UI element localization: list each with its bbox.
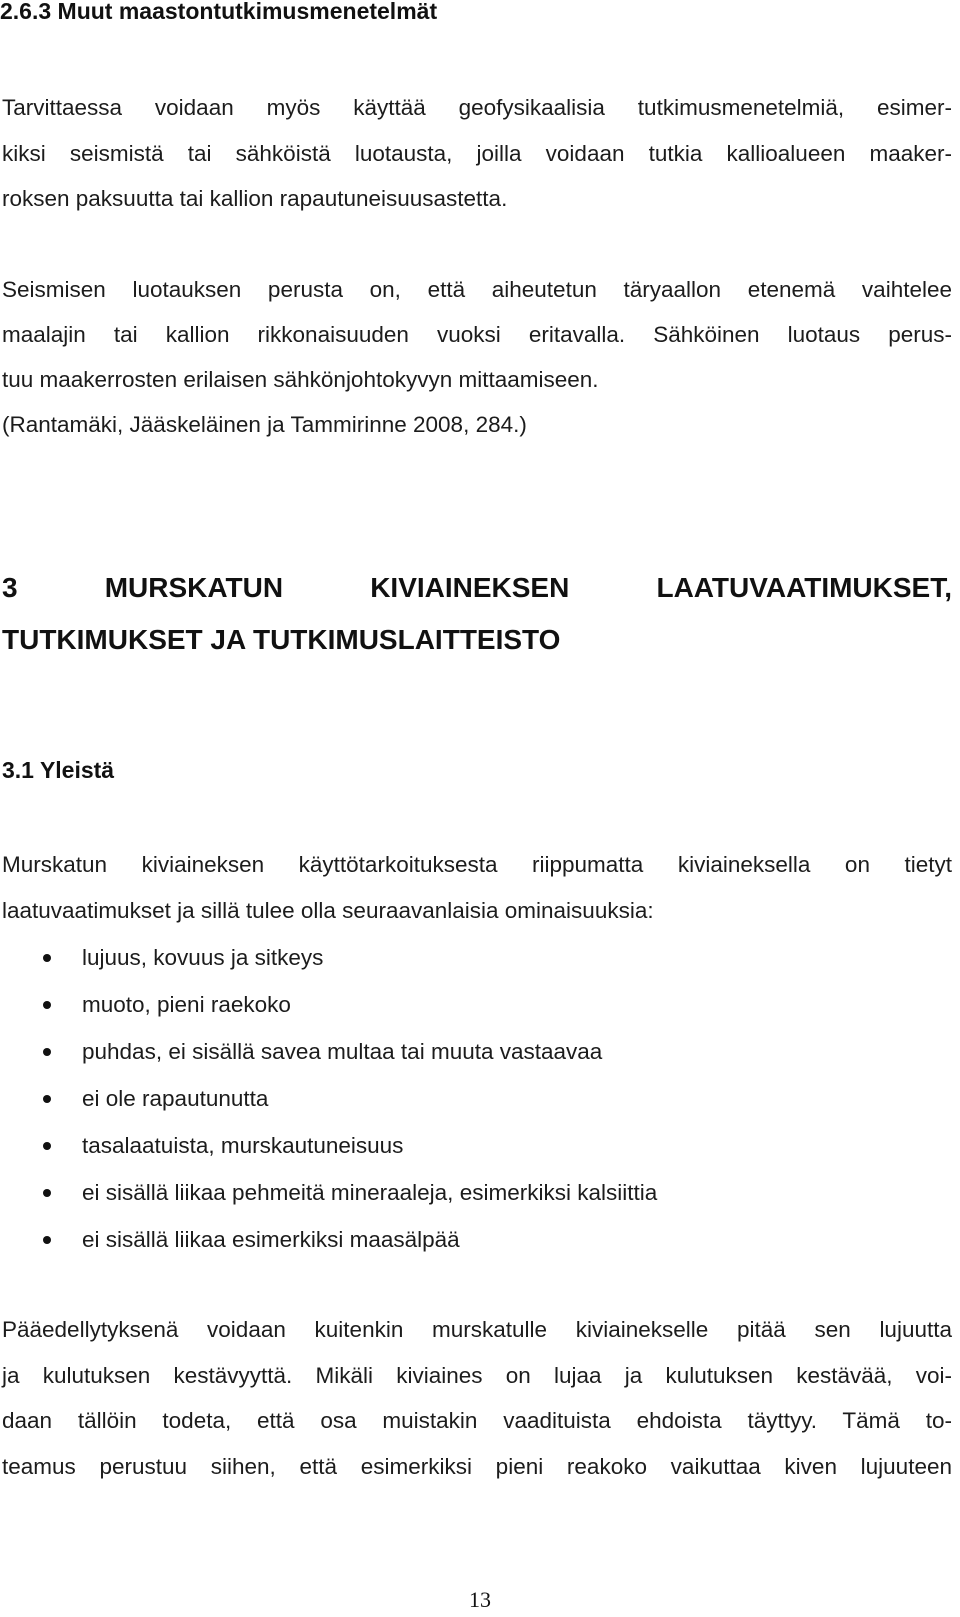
page-number: 13 — [469, 1587, 491, 1612]
citation-line: (Rantamäki, Jääskeläinen ja Tammirinne 2008, 284.) — [2, 412, 527, 437]
paragraph-line: laatuvaatimukset ja sillä tulee olla seuraavanlaisia ominaisuuksia: — [2, 898, 654, 923]
bullet-icon — [43, 1189, 51, 1197]
list-item — [0, 1084, 900, 1114]
bullet-icon — [43, 1048, 51, 1056]
bullet-icon — [43, 954, 51, 962]
section-heading-3-1: 3.1 Yleistä — [2, 757, 115, 783]
list-item — [0, 943, 900, 973]
list-item-text: ei sisällä liikaa esimerkiksi maasälpää — [82, 1227, 460, 1252]
list-item-text: puhdas, ei sisällä savea multaa tai muuta vastaavaa — [82, 1039, 603, 1064]
list-item — [0, 1225, 900, 1255]
bullet-icon — [43, 1142, 51, 1150]
list-item — [0, 1131, 900, 1161]
list-item — [0, 990, 900, 1020]
list-item — [0, 1178, 900, 1208]
list-item-text: lujuus, kovuus ja sitkeys — [82, 945, 324, 970]
paragraph-line: daan tällöin todeta, että osa muistakin vaadituista ehdoista täyttyy. Tämä to- — [2, 1408, 952, 1433]
bullet-icon — [43, 1236, 51, 1244]
list-item-text: muoto, pieni raekoko — [82, 992, 291, 1017]
paragraph-line: Pääedellytyksenä voidaan kuitenkin murskatulle kiviainekselle pitää sen lujuutta — [2, 1317, 952, 1342]
paragraph-line: Murskatun kiviaineksen käyttötarkoituksesta riippumatta kiviaineksella on tietyt — [2, 852, 952, 877]
paragraph-line: teamus perustuu siihen, että esimerkiksi pieni reakoko vaikuttaa kiven lujuuteen — [2, 1454, 952, 1479]
list-item-text: ei sisällä liikaa pehmeitä mineraaleja, esimerkiksi kalsiittia — [82, 1180, 658, 1205]
bullet-icon — [43, 1001, 51, 1009]
paragraph-line: Tarvittaessa voidaan myös käyttää geofysikaalisia tutkimusmenetelmiä, esimer- — [2, 95, 952, 120]
list-item-text: ei ole rapautunutta — [82, 1086, 269, 1111]
chapter-heading-line1: 3 MURSKATUN KIVIAINEKSEN LAATUVAATIMUKSET, — [2, 572, 952, 603]
paragraph-line: maalajin tai kallion rikkonaisuuden vuoksi eritavalla. Sähköinen luotaus perus- — [2, 322, 952, 347]
paragraph-line: ja kulutuksen kestävyyttä. Mikäli kiviaines on lujaa ja kulutuksen kestävää, voi- — [2, 1363, 952, 1388]
paragraph-line: tuu maakerrosten erilaisen sähkönjohtokyvyn mittaamiseen. — [2, 367, 599, 392]
list-item — [0, 1037, 900, 1067]
list-item-text: tasalaatuista, murskautuneisuus — [82, 1133, 404, 1158]
paragraph-line: roksen paksuutta tai kallion rapautuneisuusastetta. — [2, 186, 508, 211]
bullet-icon — [43, 1095, 51, 1103]
chapter-heading-line2: TUTKIMUKSET JA TUTKIMUSLAITTEISTO — [2, 624, 561, 655]
paragraph-line: kiksi seismistä tai sähköistä luotausta, joilla voidaan tutkia kallioalueen maaker- — [2, 141, 952, 166]
paragraph-line: Seismisen luotauksen perusta on, että aiheutetun täryaallon etenemä vaihtelee — [2, 277, 952, 302]
section-heading-2-6-3: 2.6.3 Muut maastontutkimusmenetelmät — [0, 0, 438, 24]
